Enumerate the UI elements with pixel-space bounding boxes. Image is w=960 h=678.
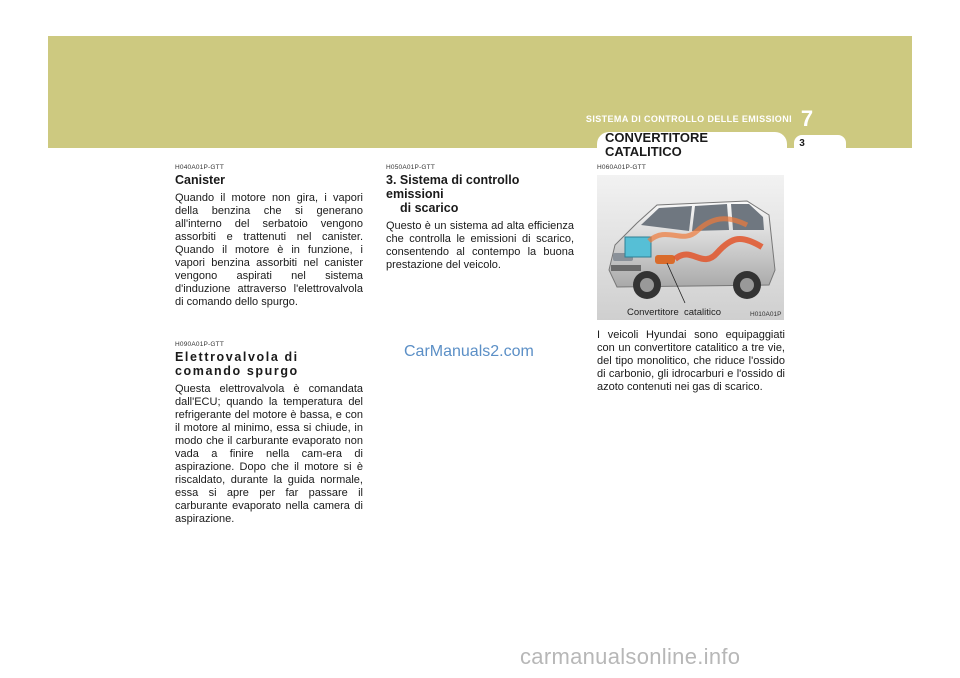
section-body: I veicoli Hyundai sono equipaggiati con un convertitore catalitico a tre vie, del tipo monolitico, che riduce l'ossido di carbonio, gli idrocarburi e l'ossido di azoto contenuti nei gas di scarico.: [597, 329, 785, 393]
chapter-number: 7: [800, 106, 814, 131]
section-body: Quando il motore non gira, i vapori della benzina che si generano all'interno del serbatoio vengono assorbiti e trattenuti nel canister. Quando il motore è in funzione, i vapori benzina assorbiti nel canister vengono aspirati nel sistema d'induzione attraverso l'elettrovalvola di comando dello spurgo.: [175, 192, 363, 308]
image-code: H010A01P: [750, 311, 782, 318]
right-column: [597, 324, 785, 394]
page-number: 3: [799, 138, 805, 149]
middle-column: [386, 164, 574, 272]
right-column-code: [597, 164, 785, 171]
section-heading-line2: di scarico: [400, 201, 459, 215]
section-code: H090A01P-GTT: [175, 341, 225, 348]
section-title: [605, 131, 775, 159]
section-code: H040A01P-GTT: [175, 164, 225, 171]
canister-section: [175, 164, 363, 309]
section-heading-line1: 3. Sistema di controllo emissioni: [386, 173, 520, 201]
section-title-line1: CONVERTITORE: [605, 130, 709, 145]
section-code: H050A01P-GTT: [386, 164, 436, 171]
purge-valve-section: [175, 341, 363, 526]
left-column: [175, 164, 363, 526]
image-caption: Convertitore catalitico: [627, 307, 721, 318]
van-catalytic-converter-illustration-icon: [597, 175, 784, 320]
section-body: Questo è un sistema ad alta efficienza che controlla le emissioni di scarico, consentendo al contempo la buona prestazione del veicolo.: [386, 220, 574, 271]
section-body: Questa elettrovalvola è comandata dall'ECU; quando la temperatura del refrigerante del motore è bassa, e con il motore al minimo, essa si chiude, in modo che il carburante evaporato non vada a finire nella cam-era di aspirazione. Dopo che il motore si è riscaldato, durante la guida normale, essa si apre per far passare il carburante evaporato nella camera di aspirazione.: [175, 383, 363, 525]
section-heading: Elettrovalvola di comando spurgo: [175, 350, 299, 378]
section-heading: Canister: [175, 173, 226, 187]
chapter-title: SISTEMA DI CONTROLLO DELLE EMISSIONI: [585, 114, 792, 124]
section-title-line2: CATALITICO: [605, 144, 682, 159]
watermark-link[interactable]: CarManuals2.com: [404, 343, 534, 360]
footer-watermark: carmanualsonline.info: [520, 644, 741, 669]
section-code: H060A01P-GTT: [597, 164, 647, 171]
header-band: [48, 36, 912, 148]
